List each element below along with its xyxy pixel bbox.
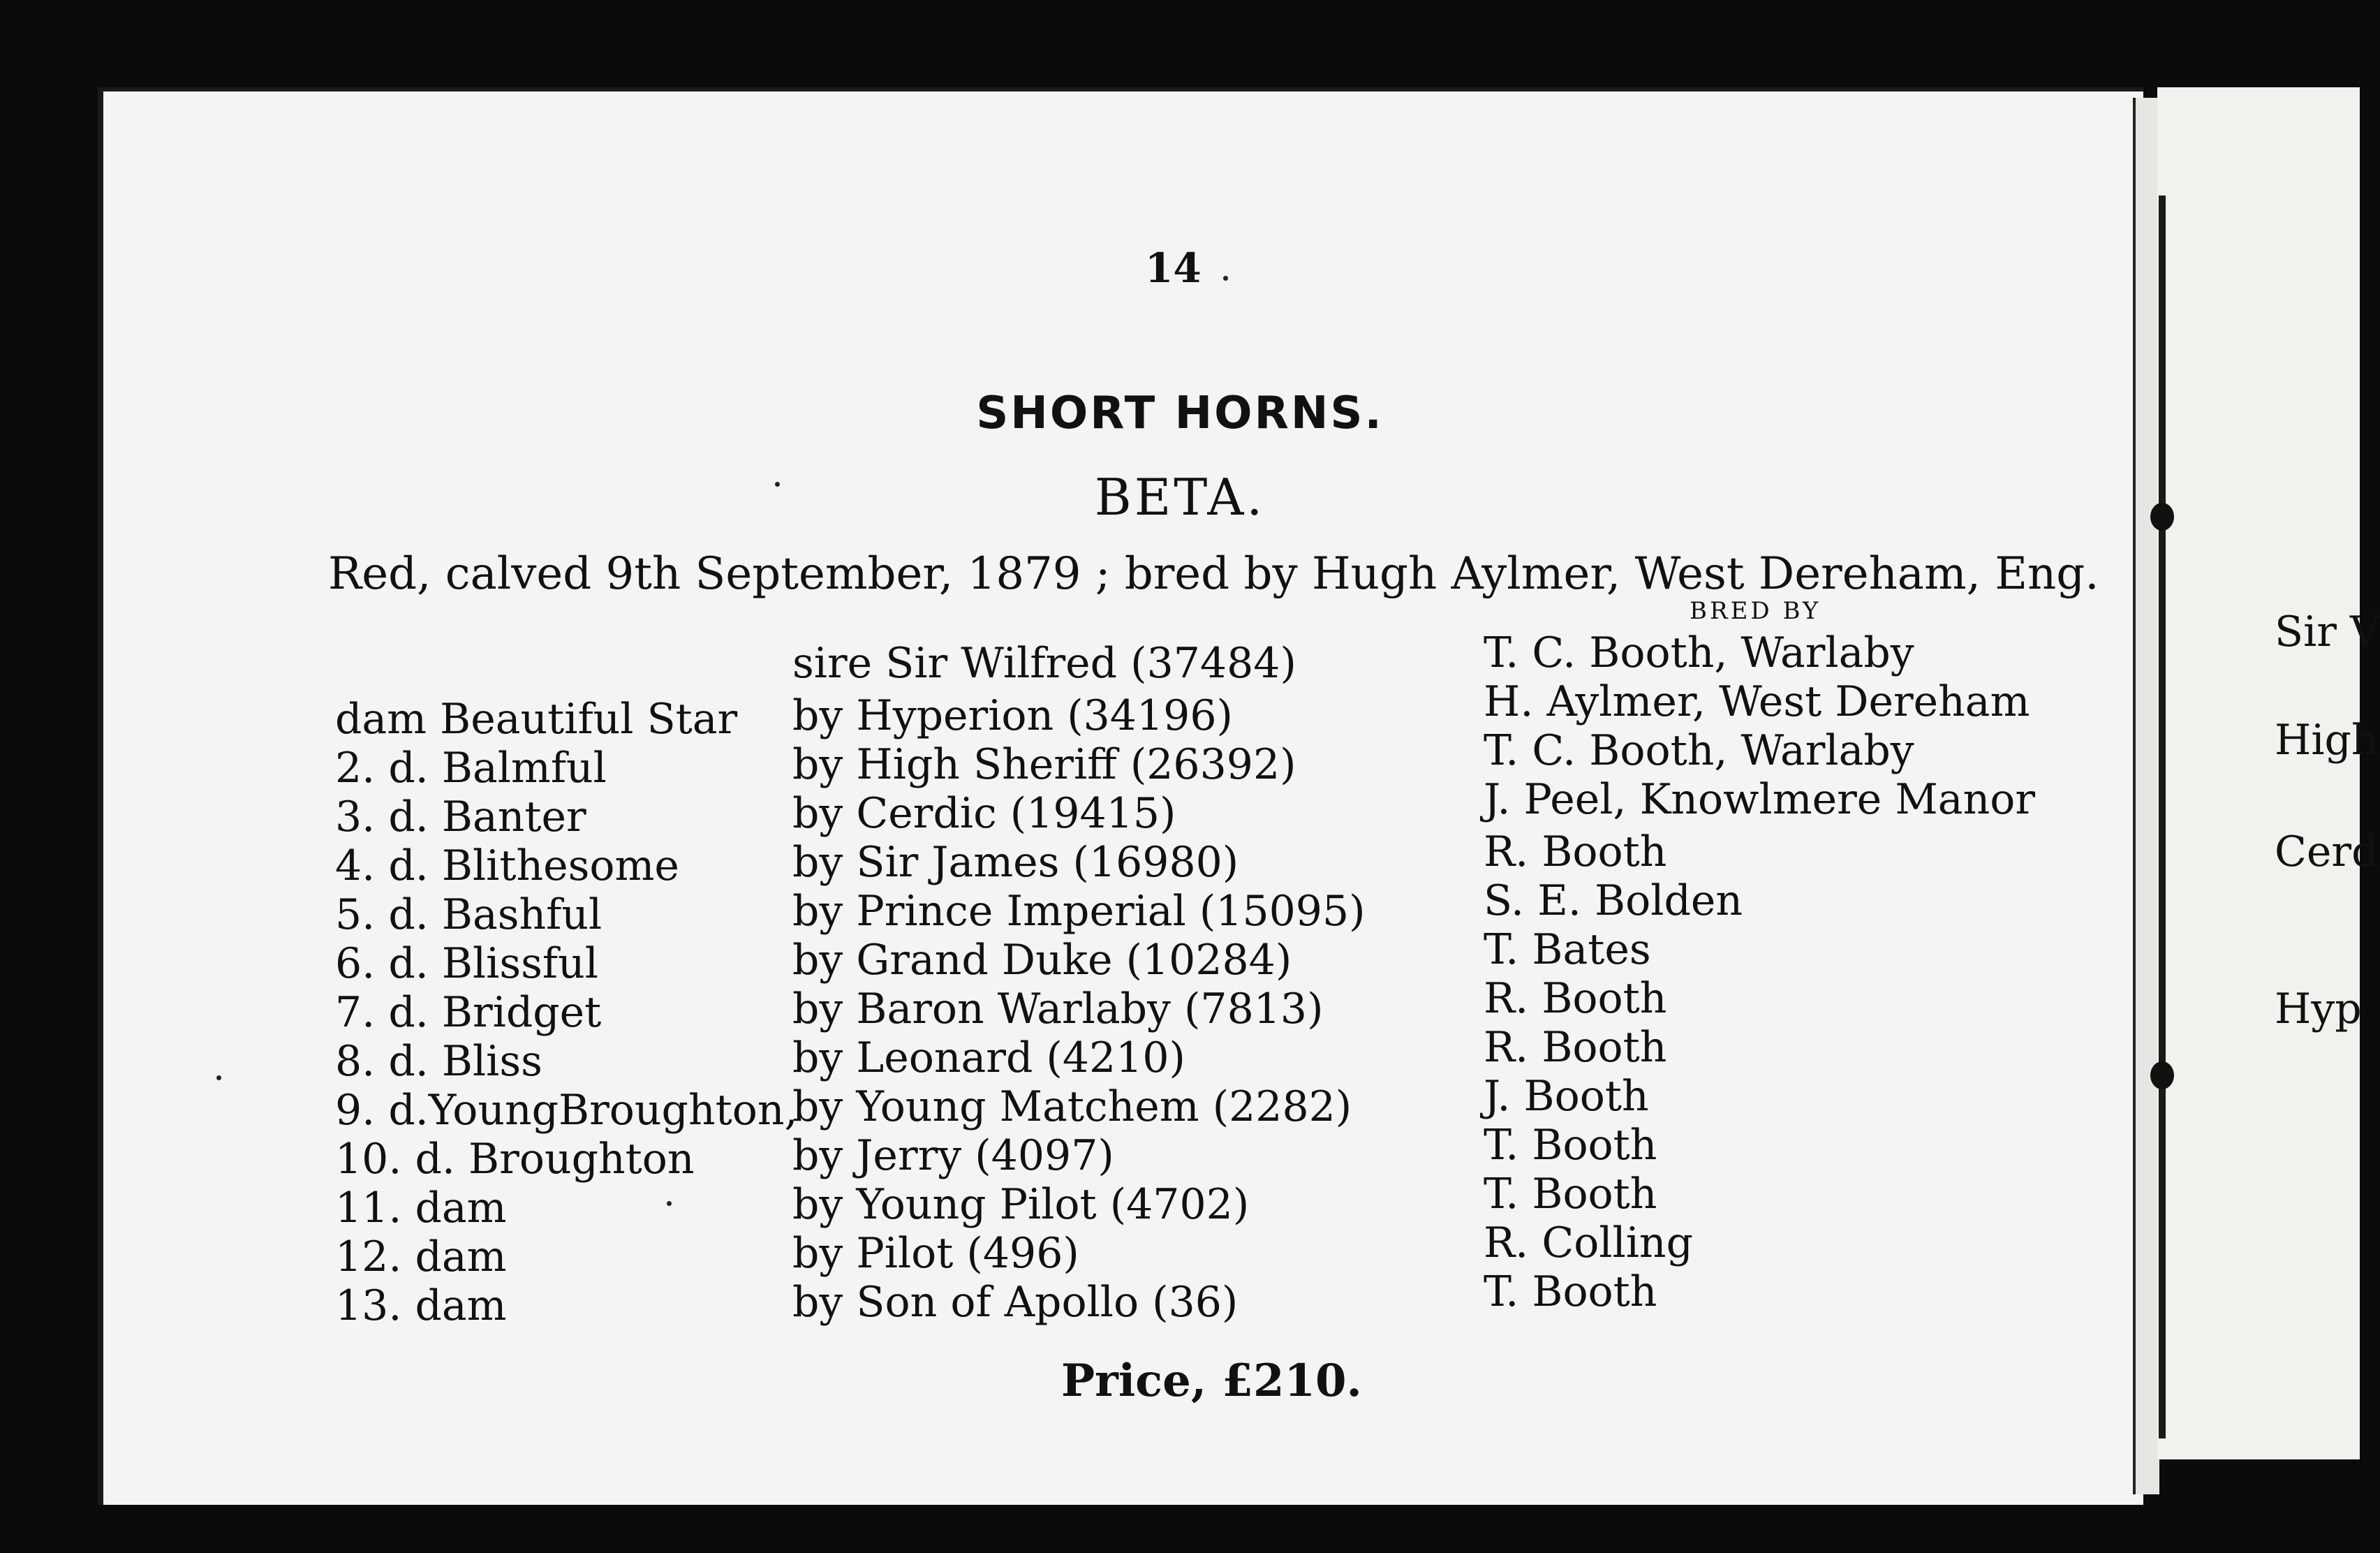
- dam-entry: 8. d. Bliss: [335, 1037, 542, 1086]
- sire-entry: by Hyperion (34196): [792, 691, 1233, 740]
- breeder-entry: R. Booth: [1484, 974, 1667, 1023]
- dam-entry: 9. d.YoungBroughton,: [335, 1086, 798, 1135]
- sire-entry: by Leonard (4210): [792, 1033, 1185, 1082]
- binding-knot: [2150, 1061, 2174, 1089]
- sire-entry: by Young Pilot (4702): [792, 1180, 1250, 1229]
- sire-entry: by Baron Warlaby (7813): [792, 985, 1324, 1033]
- breeder-entry: R. Colling: [1484, 1219, 1693, 1267]
- facing-page-text: Cerd: [2275, 827, 2379, 876]
- dam-entry: 6. d. Blissful: [335, 939, 598, 988]
- dam-entry: 10. d. Broughton: [335, 1135, 695, 1184]
- breeder-entry: R. Booth: [1484, 1023, 1667, 1072]
- binding-thread: [2159, 196, 2166, 1438]
- print-speck: [1223, 276, 1228, 281]
- facing-page-text: Sir V: [2275, 608, 2380, 656]
- dam-entry: 11. dam: [335, 1184, 507, 1232]
- sire-entry: by Pilot (496): [792, 1229, 1079, 1278]
- dam-entry: dam Beautiful Star: [335, 695, 738, 744]
- dam-entry: 7. d. Bridget: [335, 988, 602, 1037]
- sire-entry: by Son of Apollo (36): [792, 1278, 1239, 1327]
- dam-entry: 12. dam: [335, 1232, 507, 1281]
- breeder-entry: T. Booth: [1484, 1267, 1657, 1316]
- breeder-entry: H. Aylmer, West Dereham: [1484, 677, 2030, 726]
- breeder-entry: S. E. Bolden: [1484, 876, 1743, 925]
- facing-page-text: High: [2275, 716, 2379, 765]
- breeder-entry: T. Booth: [1484, 1170, 1657, 1219]
- breeder-entry: T. Booth: [1484, 1121, 1657, 1170]
- price: Price, £210.: [1061, 1355, 1362, 1407]
- breeder-entry: T. Bates: [1484, 925, 1651, 974]
- dam-entry: 4. d. Blithesome: [335, 841, 679, 890]
- page-number: 14: [1145, 244, 1202, 292]
- dam-entry: 2. d. Balmful: [335, 744, 607, 793]
- breeder-entry: T. C. Booth, Warlaby: [1484, 628, 1914, 677]
- dam-entry: 3. d. Banter: [335, 793, 586, 841]
- sire-entry: by Sir James (16980): [792, 838, 1239, 887]
- dam-entry: 5. d. Bashful: [335, 890, 603, 939]
- facing-page: [2157, 87, 2380, 1459]
- sire-entry: by Young Matchem (2282): [792, 1082, 1352, 1131]
- bred-by-header: BRED BY: [1690, 597, 1821, 625]
- animal-name: BETA.: [1094, 468, 1266, 527]
- breeder-entry: R. Booth: [1484, 827, 1667, 876]
- print-speck: [216, 1075, 221, 1080]
- animal-description: Red, calved 9th September, 1879 ; bred by Hugh Aylmer, West Dereham, Eng.: [328, 548, 2099, 600]
- sire-entry: sire Sir Wilfred (37484): [792, 639, 1296, 688]
- sire-entry: by Grand Duke (10284): [792, 936, 1292, 985]
- breeder-entry: J. Peel, Knowlmere Manor: [1484, 775, 2036, 824]
- sire-entry: by Cerdic (19415): [792, 789, 1176, 838]
- sire-entry: by High Sheriff (26392): [792, 740, 1296, 789]
- breeder-entry: J. Booth: [1484, 1072, 1649, 1121]
- sire-entry: by Jerry (4097): [792, 1131, 1114, 1180]
- page-gutter: [2133, 98, 2159, 1494]
- dam-entry: 13. dam: [335, 1281, 507, 1330]
- facing-page-text: Hyp: [2275, 985, 2362, 1033]
- print-speck: [667, 1201, 672, 1206]
- sire-entry: by Prince Imperial (15095): [792, 887, 1366, 936]
- print-speck: [775, 482, 780, 487]
- breeder-entry: T. C. Booth, Warlaby: [1484, 726, 1914, 775]
- section-title: SHORT HORNS.: [976, 388, 1384, 439]
